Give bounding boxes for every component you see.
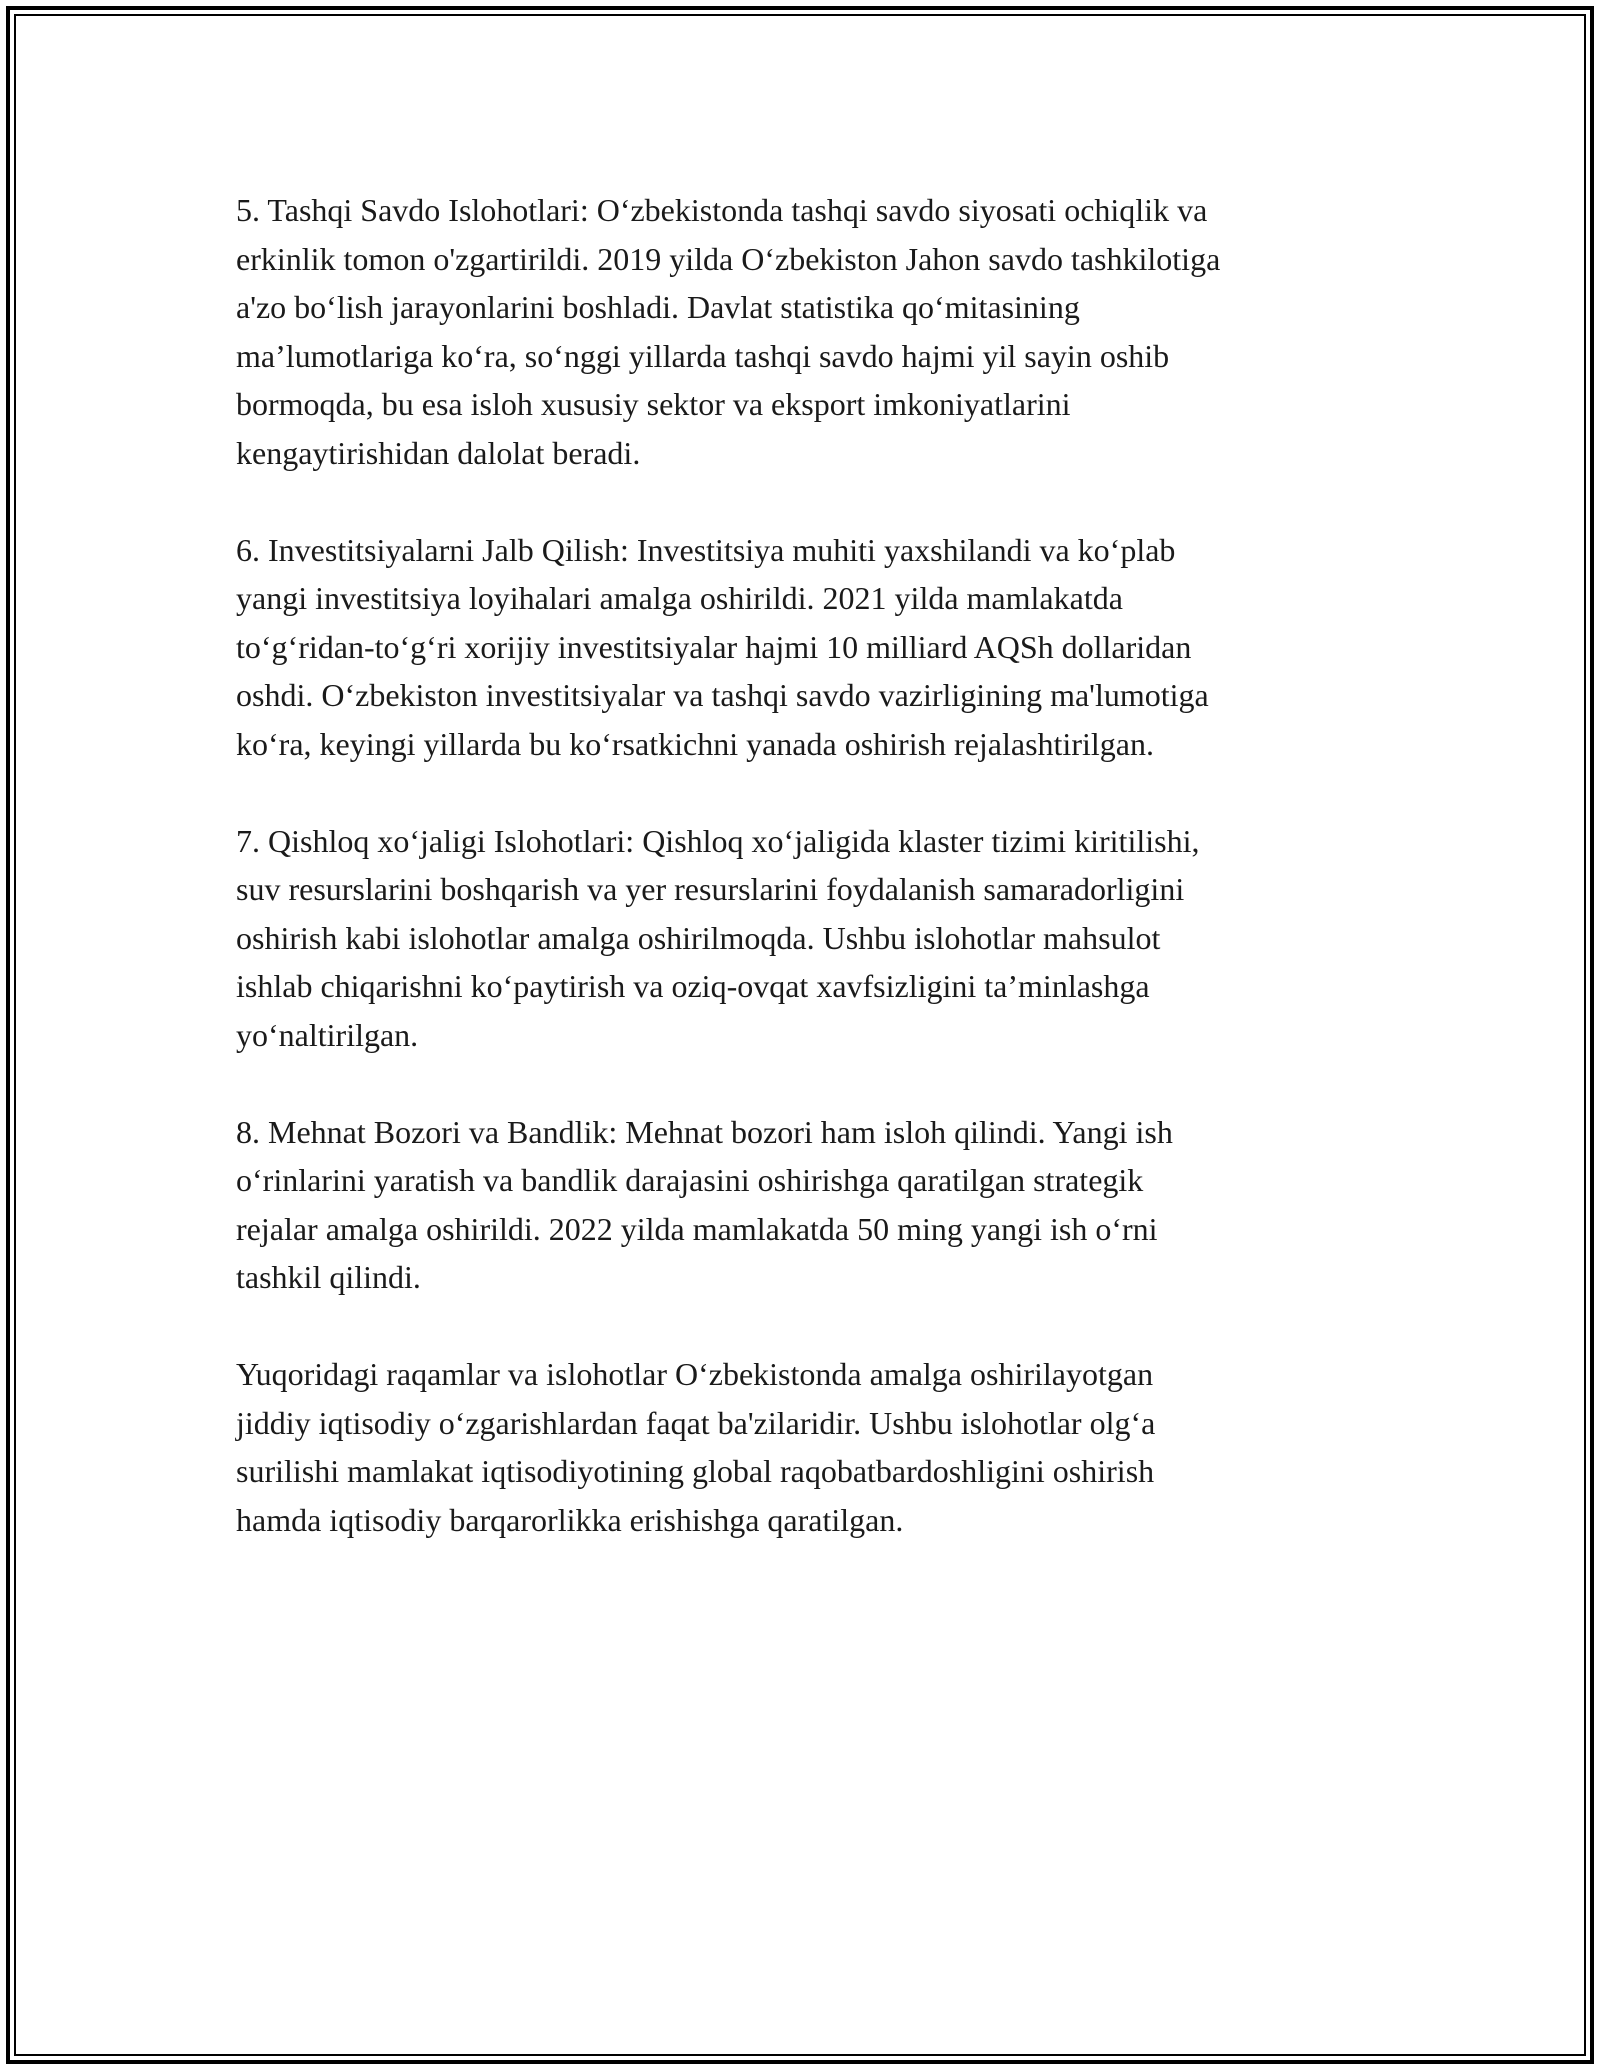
- text-line: tashkil qilindi.: [236, 1259, 421, 1295]
- text-line: ishlab chiqarishni ko‘paytirish va oziq-ovqat xavfsizligini ta’minlashga: [236, 968, 1150, 1004]
- text-line: 6. Investitsiyalarni Jalb Qilish: Investitsiya muhiti yaxshilandi va ko‘plab: [236, 531, 1176, 568]
- paragraph-investment-attraction: [236, 526, 1376, 769]
- text-line: ma’lumotlariga ko‘ra, so‘nggi yillarda tashqi savdo hajmi yil sayin oshib: [236, 337, 1170, 374]
- paragraph-agriculture-reforms: [236, 817, 1376, 1060]
- paragraph-foreign-trade-reforms: [236, 186, 1376, 477]
- text-line: o‘rinlarini yaratish va bandlik darajasini oshirishga qaratilgan strategik: [236, 1162, 1144, 1198]
- text-line: yo‘naltirilgan.: [236, 1016, 419, 1053]
- text-line: yangi investitsiya loyihalari amalga oshirildi. 2021 yilda mamlakatda: [236, 580, 1123, 616]
- text-line: to‘g‘ridan-to‘g‘ri xorijiy investitsiyalar hajmi 10 milliard AQSh dollaridan: [236, 628, 1192, 665]
- text-line: hamda iqtisodiy barqarorlikka erishishga qaratilgan.: [236, 1501, 904, 1538]
- text-line: erkinlik tomon o'zgartirildi. 2019 yilda O‘zbekiston Jahon savdo tashkilotiga: [236, 240, 1221, 277]
- text-line: a'zo bo‘lish jarayonlarini boshladi. Davlat statistika qo‘mitasining: [236, 289, 1080, 325]
- text-line: suv resurslarini boshqarish va yer resurslarini foydalanish samaradorligini: [236, 871, 1185, 907]
- text-line: jiddiy iqtisodiy o‘zgarishlardan faqat ba'zilaridir. Ushbu islohotlar olg‘a: [236, 1404, 1156, 1441]
- text-line: 7. Qishloq xo‘jaligi Islohotlari: Qishloq xo‘jaligida klaster tizimi kiritilishi,: [236, 822, 1200, 859]
- document-body: [236, 186, 1376, 1593]
- text-line: oshdi. O‘zbekiston investitsiyalar va tashqi savdo vazirligining ma'lumotiga: [236, 677, 1209, 713]
- text-line: surilishi mamlakat iqtisodiyotining global raqobatbardoshligini oshirish: [236, 1453, 1155, 1489]
- text-line: rejalar amalga oshirildi. 2022 yilda mamlakatda 50 ming yangi ish o‘rni: [236, 1210, 1158, 1247]
- text-line: bormoqda, bu esa isloh xususiy sektor va eksport imkoniyatlarini: [236, 386, 1071, 422]
- text-line: 5. Tashqi Savdo Islohotlari: O‘zbekistonda tashqi savdo siyosati ochiqlik va: [236, 192, 1208, 228]
- text-line: oshirish kabi islohotlar amalga oshirilmoqda. Ushbu islohotlar mahsulot: [236, 919, 1161, 956]
- text-line: Yuqoridagi raqamlar va islohotlar O‘zbekistonda amalga oshirilayotgan: [236, 1356, 1154, 1392]
- text-line: kengaytirishidan dalolat beradi.: [236, 434, 641, 471]
- text-line: 8. Mehnat Bozori va Bandlik: Mehnat bozori ham isloh qilindi. Yangi ish: [236, 1113, 1173, 1150]
- paragraph-labor-market: [236, 1108, 1376, 1302]
- text-line: ko‘ra, keyingi yillarda bu ko‘rsatkichni yanada oshirish rejalashtirilgan.: [236, 725, 1154, 762]
- paragraph-conclusion: [236, 1350, 1376, 1544]
